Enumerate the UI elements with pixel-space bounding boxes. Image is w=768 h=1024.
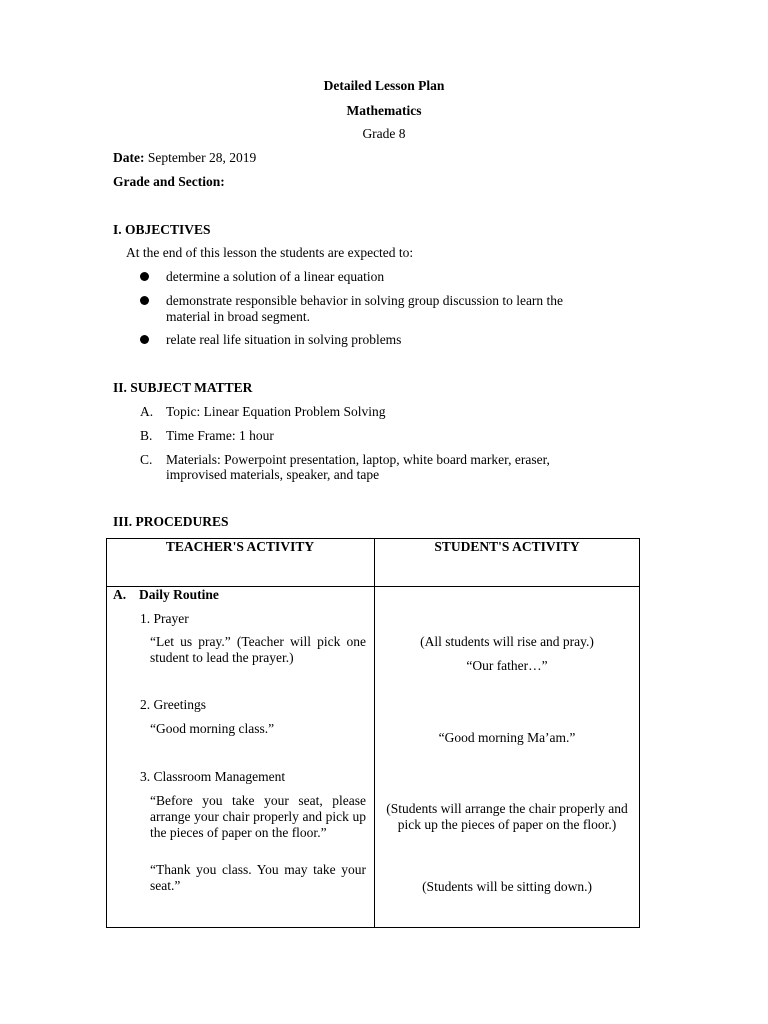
- procedures-heading: III. PROCEDURES: [113, 514, 229, 529]
- objective-item-continued: material in broad segment.: [166, 309, 310, 324]
- subject-item-text: Materials: Powerpoint presentation, laptop, white board marker, eraser,: [166, 452, 550, 467]
- objective-item: relate real life situation in solving problems: [166, 332, 402, 347]
- management-title: 3. Classroom Management: [140, 769, 286, 784]
- seat-teacher-text: “Thank you class. You may take your seat.”: [150, 862, 366, 893]
- bullet-icon: [140, 335, 149, 344]
- greetings-title: 2. Greetings: [140, 697, 206, 712]
- bullet-icon: [140, 296, 149, 305]
- date-value: September 28, 2019: [147, 150, 257, 165]
- subject-item-letter: A.: [140, 404, 154, 419]
- subject-title: Mathematics: [346, 103, 422, 118]
- prayer-title: 1. Prayer: [140, 611, 189, 626]
- subject-item-letter: C.: [140, 452, 153, 467]
- teacher-activity-header: TEACHER'S ACTIVITY: [165, 539, 315, 554]
- date-label: Date:: [113, 150, 145, 165]
- section-title: Daily Routine: [139, 587, 219, 602]
- subject-item-text-continued: improvised materials, speaker, and tape: [166, 467, 380, 482]
- greetings-teacher-text: “Good morning class.”: [150, 721, 275, 736]
- grade-title: Grade 8: [362, 126, 406, 141]
- subject-matter-heading: II. SUBJECT MATTER: [113, 380, 253, 395]
- prayer-student-text-2: “Our father…”: [466, 658, 548, 673]
- prayer-teacher-text: “Let us pray.” (Teacher will pick one student to lead the prayer.): [150, 634, 366, 665]
- grade-section-label: Grade and Section:: [113, 174, 225, 189]
- management-teacher-text: “Before you take your seat, please arrange your chair properly and pick up the pieces of paper on the floor.”: [150, 793, 366, 840]
- objectives-intro: At the end of this lesson the students are expected to:: [126, 245, 414, 260]
- date-line: [113, 150, 256, 166]
- objective-item: demonstrate responsible behavior in solving group discussion to learn the: [166, 293, 564, 308]
- greetings-student-text: “Good morning Ma’am.”: [438, 730, 576, 745]
- student-activity-header: STUDENT'S ACTIVITY: [434, 539, 580, 554]
- subject-item-text: Time Frame: 1 hour: [166, 428, 274, 443]
- objective-item: determine a solution of a linear equation: [166, 269, 385, 284]
- subject-item-letter: B.: [140, 428, 153, 443]
- seat-student-text: (Students will be sitting down.): [422, 879, 592, 894]
- bullet-icon: [140, 272, 149, 281]
- management-student-text: (Students will arrange the chair properly and pick up the pieces of paper on the floor.): [386, 801, 628, 832]
- prayer-student-text: (All students will rise and pray.): [420, 634, 594, 649]
- section-letter: A.: [113, 587, 127, 602]
- subject-item-text: Topic: Linear Equation Problem Solving: [166, 404, 386, 419]
- document-title: Detailed Lesson Plan: [323, 78, 445, 93]
- objectives-heading: I. OBJECTIVES: [113, 222, 211, 237]
